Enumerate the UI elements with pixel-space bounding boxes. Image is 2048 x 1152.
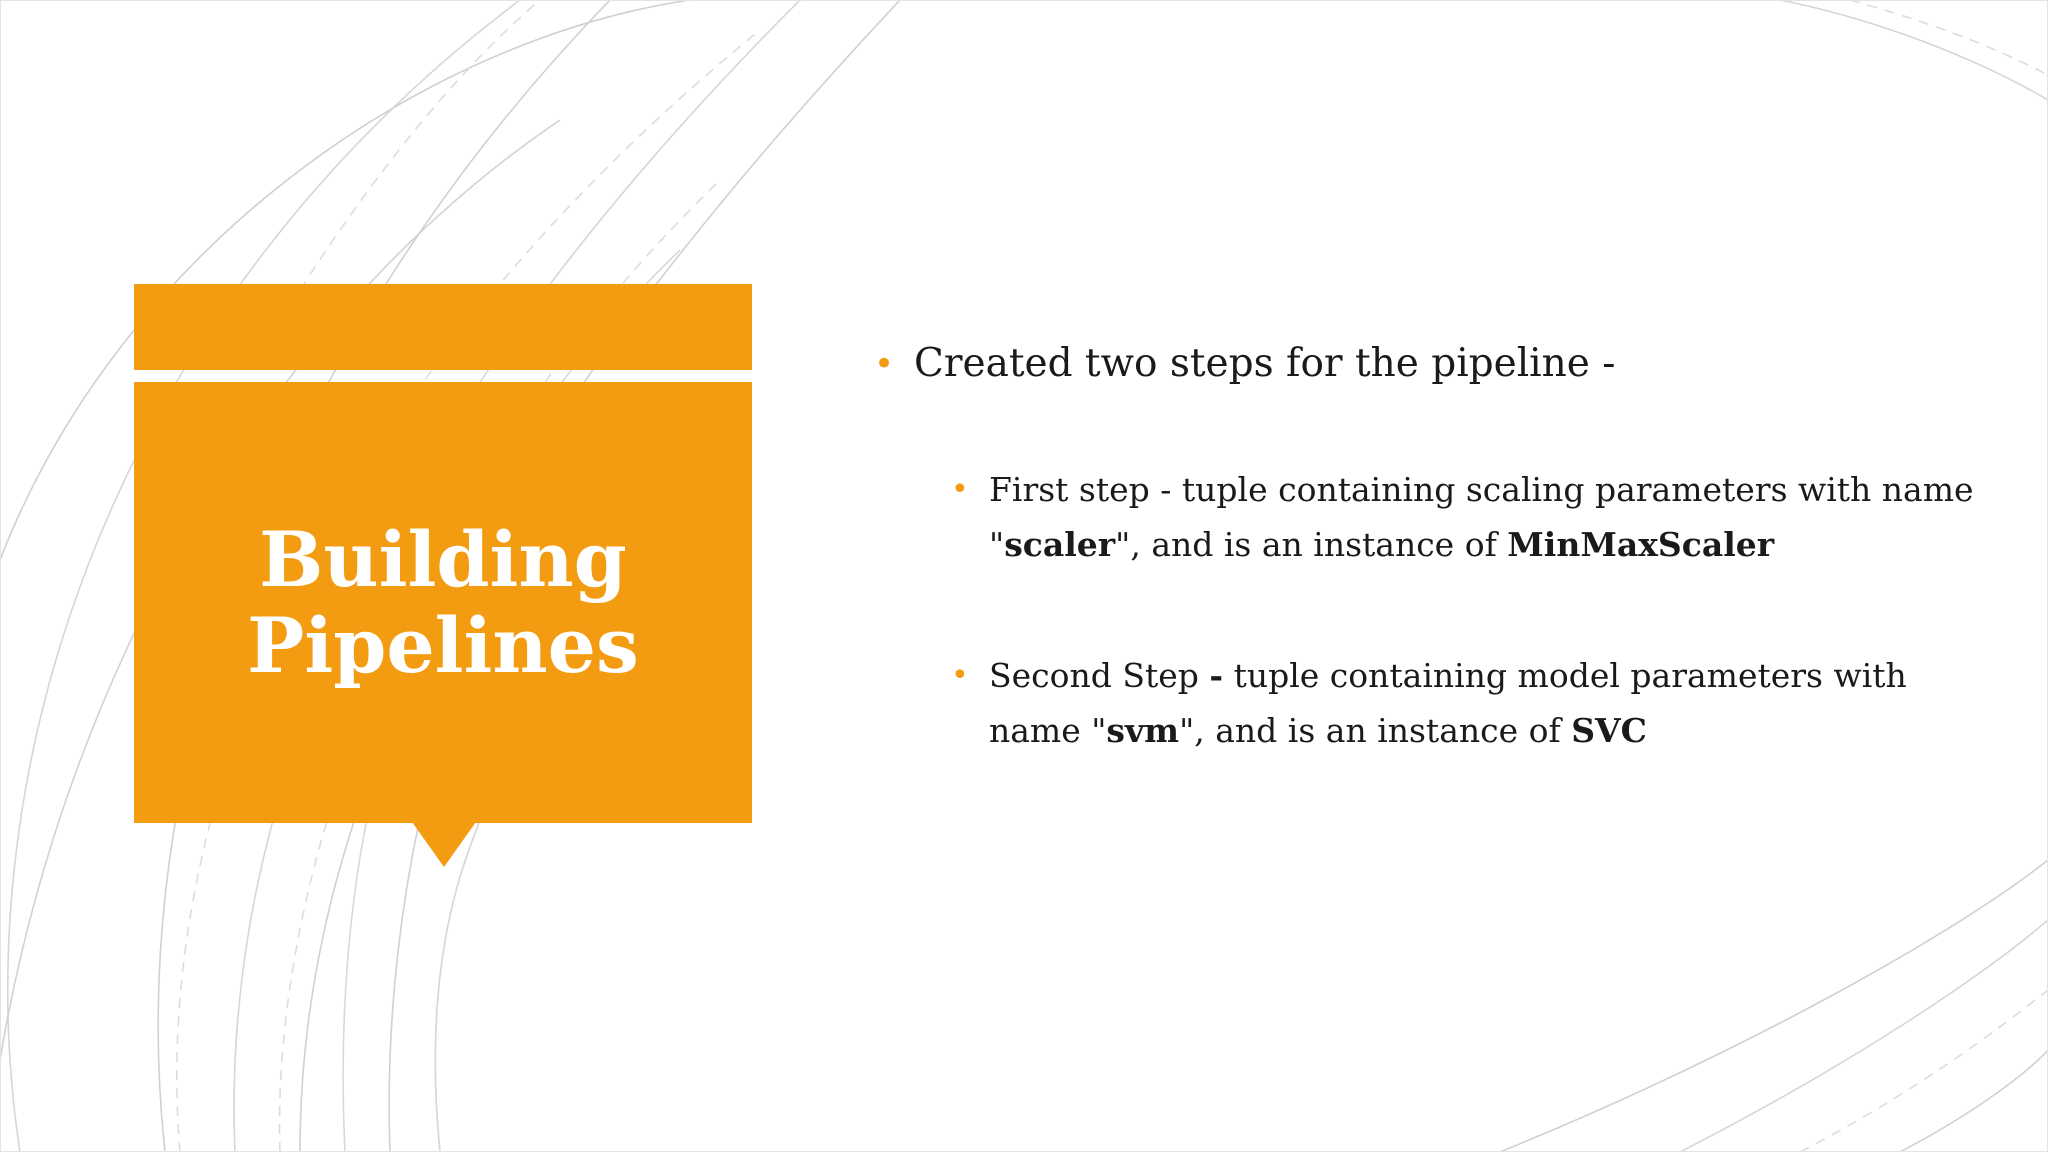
sub-bullet-bold: svm [1106, 711, 1180, 750]
bullet-dot-icon: • [874, 344, 895, 384]
sub-bullet-bold: scaler [1004, 525, 1116, 564]
arc [1500, 860, 2048, 1152]
arc [1800, 990, 2048, 1152]
arc [435, 820, 480, 1152]
sub-bullet-text: tuple containing model parameters with name " [989, 656, 1907, 750]
arc [1900, 1050, 2048, 1152]
sub-bullet-bold: SVC [1571, 711, 1647, 750]
sub-bullet-first-step [945, 462, 1989, 572]
title-accent-strip [134, 284, 752, 370]
arc [1850, 0, 2048, 75]
bullet-dot-icon: • [951, 658, 969, 693]
sub-bullet-text: ", and is an instance of [1179, 711, 1572, 750]
slide-content [870, 336, 2000, 834]
sub-bullet-second-step [945, 648, 1989, 758]
bullet-main [870, 336, 2000, 392]
bullet-dot-icon: • [951, 472, 969, 507]
sub-bullet-bold: - [1209, 656, 1224, 695]
slide-title-container [134, 382, 752, 823]
sub-bullet-text: First step - tuple containing scaling parameters with name " [989, 470, 1974, 564]
bullet-main-text: Created two steps for the pipeline - [914, 341, 1616, 386]
slide-title: Building Pipelines [247, 514, 639, 690]
sub-bullet-bold: MinMaxScaler [1507, 525, 1775, 564]
sub-bullet-text: ", and is an instance of [1115, 525, 1508, 564]
sub-bullet-text: Second Step [989, 656, 1210, 695]
arc [1780, 0, 2048, 100]
title-box-pointer [412, 822, 476, 867]
